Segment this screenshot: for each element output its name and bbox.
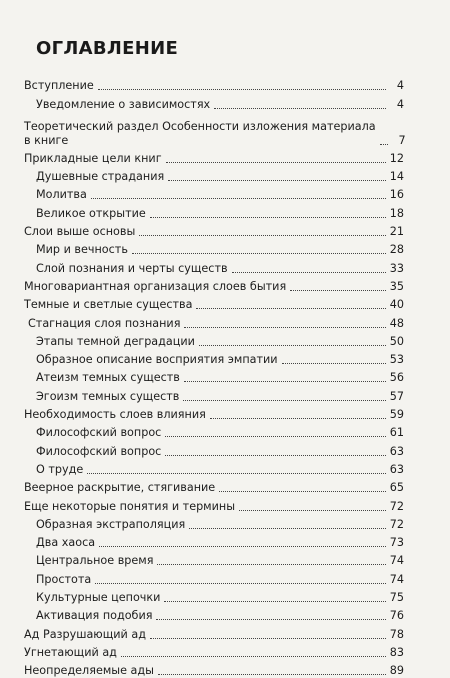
- toc-entry-page: 61: [389, 426, 404, 440]
- toc-entry-label: Образная экстраполяция: [36, 517, 186, 531]
- toc-entry-page: 63: [389, 444, 404, 458]
- leader-dots: [166, 162, 386, 163]
- toc-entry-page: 14: [389, 170, 404, 184]
- leader-dots: [232, 272, 386, 273]
- toc-entry-label: Этапы темной деградации: [36, 334, 195, 348]
- table-of-contents: [24, 75, 404, 678]
- toc-entry: [24, 477, 404, 495]
- leader-dots: [290, 290, 386, 291]
- leader-dots: [184, 381, 386, 382]
- toc-entry-label: Простота: [36, 572, 92, 586]
- toc-entry-page: 74: [389, 554, 404, 568]
- leader-dots: [150, 217, 386, 218]
- toc-entry-label: [24, 112, 376, 148]
- toc-entry: [24, 568, 404, 586]
- toc-entry-label-line1: Теоретический раздел Особенности изложения материала: [24, 119, 376, 133]
- leader-dots: [95, 583, 386, 584]
- leader-dots: [214, 108, 386, 109]
- leader-dots: [158, 674, 386, 675]
- toc-entry-label: Образное описание восприятия эмпатии: [36, 353, 278, 367]
- leader-dots: [199, 345, 386, 346]
- leader-dots: [210, 418, 386, 419]
- toc-entry: [24, 148, 404, 166]
- toc-entry-label: Атеизм темных существ: [36, 371, 180, 385]
- toc-entry-label: Прикладные цели книг: [24, 151, 162, 165]
- toc-entry-page: 72: [389, 499, 404, 513]
- toc-entry: [24, 93, 404, 111]
- leader-dots: [165, 455, 385, 456]
- toc-entry-label: О труде: [36, 462, 84, 476]
- toc-entry-label: Молитва: [36, 188, 87, 202]
- leader-dots: [91, 198, 386, 199]
- toc-entry-label: Темные и светлые существа: [24, 298, 193, 312]
- toc-entry-page: 73: [389, 536, 404, 550]
- toc-entry: [24, 495, 404, 513]
- leader-dots: [157, 564, 385, 565]
- toc-entry: [24, 239, 404, 257]
- toc-entry: [24, 623, 404, 641]
- leader-dots: [87, 473, 386, 474]
- toc-entry-page: 76: [389, 609, 404, 623]
- toc-entry: [24, 660, 404, 678]
- toc-entry-page: 89: [389, 664, 404, 678]
- toc-entry-label: Два хаоса: [36, 536, 96, 550]
- toc-entry: [24, 75, 404, 93]
- toc-entry-page: 35: [389, 279, 404, 293]
- toc-entry-page: 63: [389, 462, 404, 476]
- toc-entry-page: 65: [389, 481, 404, 495]
- toc-entry-label: Мир и вечность: [36, 243, 128, 257]
- toc-entry-label: Активация подобия: [36, 609, 153, 623]
- toc-entry: [24, 294, 404, 312]
- toc-entry-page: 7: [398, 133, 406, 147]
- toc-entry-label: Культурные цепочки: [36, 591, 161, 605]
- toc-entry: [24, 312, 404, 330]
- leader-dots: [156, 619, 385, 620]
- toc-entry: [24, 221, 404, 239]
- toc-entry-page: 59: [389, 408, 404, 422]
- toc-entry-label-line2: в книге: [24, 133, 69, 147]
- toc-entry-page: 83: [389, 645, 404, 659]
- toc-entry-page: 56: [389, 371, 404, 385]
- toc-entry-label: Угнетающий ад: [24, 645, 117, 659]
- toc-entry-page: 12: [389, 151, 404, 165]
- toc-entry-page: 53: [389, 353, 404, 367]
- toc-entry-label: Необходимость слоев влияния: [24, 408, 206, 422]
- toc-entry-page: 33: [389, 261, 404, 275]
- toc-entry-page: 40: [389, 298, 404, 312]
- toc-entry-page: 50: [389, 334, 404, 348]
- leader-dots: [132, 253, 386, 254]
- page-title: ОГЛАВЛЕНИЕ: [36, 38, 179, 59]
- leader-dots: [150, 638, 386, 639]
- toc-entry: [24, 587, 404, 605]
- toc-entry: [24, 202, 404, 220]
- toc-entry-label: Вступление: [24, 79, 94, 93]
- toc-entry-label: Уведомление о зависимостях: [36, 97, 211, 111]
- toc-entry-label: Философский вопрос: [36, 444, 162, 458]
- toc-entry: [24, 459, 404, 477]
- toc-entry: [24, 349, 404, 367]
- toc-entry-label: Слои выше основы: [24, 225, 136, 239]
- leader-dots: [168, 180, 386, 181]
- toc-entry: [24, 331, 404, 349]
- toc-entry: [24, 642, 404, 660]
- toc-entry-label: Слой познания и черты существ: [36, 261, 228, 275]
- toc-entry: [24, 440, 404, 458]
- toc-entry-page: 48: [389, 316, 404, 330]
- toc-entry-label: Философский вопрос: [36, 426, 162, 440]
- toc-entry-page: 57: [389, 389, 404, 403]
- toc-entry-page: 16: [389, 188, 404, 202]
- leader-dots: [165, 436, 385, 437]
- toc-entry-label: Эгоизм темных существ: [36, 389, 180, 403]
- toc-entry: [24, 422, 404, 440]
- leader-dots: [196, 308, 385, 309]
- toc-entry-label: Великое открытие: [36, 206, 146, 220]
- toc-entry: [24, 514, 404, 532]
- toc-entry: [24, 532, 404, 550]
- leader-dots: [121, 656, 386, 657]
- toc-entry: [24, 276, 404, 294]
- leader-dots: [183, 400, 385, 401]
- leader-dots: [164, 601, 385, 602]
- toc-entry-label: Неопределяемые ады: [24, 664, 154, 678]
- toc-entry-label: Еще некоторые понятия и термины: [24, 499, 236, 513]
- toc-entry-page: 18: [389, 206, 404, 220]
- toc-entry: [24, 367, 404, 385]
- leader-dots: [189, 528, 386, 529]
- leader-dots: [99, 546, 386, 547]
- toc-entry-label: Ад Разрушающий ад: [24, 627, 146, 641]
- leader-dots: [380, 144, 388, 145]
- leader-dots: [184, 327, 385, 328]
- toc-entry-page: 75: [389, 591, 404, 605]
- leader-dots: [98, 89, 386, 90]
- toc-entry-label: Стагнация слоя познания: [28, 316, 181, 330]
- toc-entry-page: 21: [389, 225, 404, 239]
- toc-entry-page: 4: [396, 79, 404, 93]
- toc-entry: [24, 257, 404, 275]
- toc-entry: [24, 112, 404, 148]
- toc-entry: [24, 166, 404, 184]
- toc-entry-label: Центральное время: [36, 554, 154, 568]
- toc-entry: [24, 605, 404, 623]
- toc-entry: [24, 550, 404, 568]
- leader-dots: [282, 363, 386, 364]
- toc-entry-page: 72: [389, 517, 404, 531]
- toc-entry-page: 4: [396, 97, 404, 111]
- toc-entry: [24, 404, 404, 422]
- toc-entry: [24, 184, 404, 202]
- leader-dots: [239, 510, 386, 511]
- leader-dots: [139, 235, 385, 236]
- toc-entry-label: Многовариантная организация слоев бытия: [24, 279, 287, 293]
- toc-entry: [24, 385, 404, 403]
- toc-entry-label: Душевные страдания: [36, 170, 165, 184]
- toc-entry-page: 78: [389, 627, 404, 641]
- toc-entry-page: 28: [389, 243, 404, 257]
- toc-entry-page: 74: [389, 572, 404, 586]
- leader-dots: [219, 491, 386, 492]
- toc-entry-label: Веерное раскрытие, стягивание: [24, 481, 216, 495]
